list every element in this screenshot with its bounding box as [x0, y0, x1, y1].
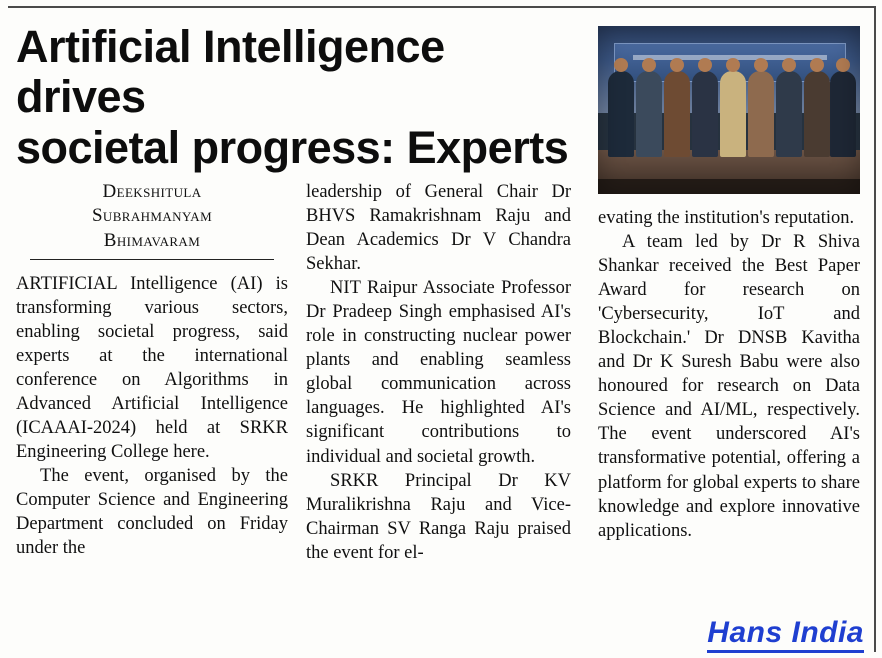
byline-location: Bhimavaram — [103, 229, 201, 251]
paragraph: A team led by Dr R Shiva Shankar received the Best Paper Award for research on 'Cybersecurity, IoT and Blockchain.' Dr DNSB Kavitha and Dr K Suresh Babu were also honoured for research on Data Science and AI/ML, respectively. The event underscored AI's transformative potential, offering a platform for global experts to share knowledge and explore innovative applications. — [598, 232, 860, 541]
top-rule — [8, 6, 874, 8]
paragraph: The event, organised by the Computer Science and Engineering Department concluded on Friday under the — [16, 466, 288, 559]
article-column-2 — [306, 180, 571, 565]
paragraph: evating the institution's reputation. — [598, 208, 855, 228]
article-column-1 — [16, 180, 288, 561]
byline-divider — [30, 259, 274, 260]
right-rule — [874, 6, 876, 652]
paragraph: SRKR Principal Dr KV Muralikrishna Raju and Vice-Chairman SV Ranga Raju praised the event for el- — [306, 470, 571, 563]
publication-logo-text: Hans India — [707, 616, 864, 653]
article-column-3 — [598, 206, 860, 543]
photo-vignette — [598, 26, 860, 194]
paragraph: leadership of General Chair Dr BHVS Ramakrishnam Raju and Dean Academics Dr V Chandra Sekhar. — [306, 182, 571, 275]
paragraph: ARTIFICIAL Intelligence (AI) is transforming various sectors, enabling societal progress, said experts at the international conference on Algorithms in Advanced Artificial Intelligence (ICAAAI-2024) held at SRKR Engineering College here. — [16, 273, 288, 463]
paragraph: NIT Raipur Associate Professor Dr Pradeep Singh emphasised AI's role in constructing nuclear power plants and enabling seamless global communication across languages. He highlighted AI's significant contributions to individual and societal growth. — [306, 278, 571, 467]
headline-line-1: Artificial Intelligence drives — [16, 21, 445, 123]
byline-author-line-2: Subrahmanyam — [91, 205, 213, 227]
byline — [16, 180, 288, 253]
publication-logo — [707, 616, 864, 650]
headline-line-2: societal progress: Experts — [16, 121, 569, 173]
page-title — [16, 22, 582, 173]
article-photo — [598, 26, 860, 194]
byline-author-line-1: Deekshitula — [102, 181, 202, 202]
